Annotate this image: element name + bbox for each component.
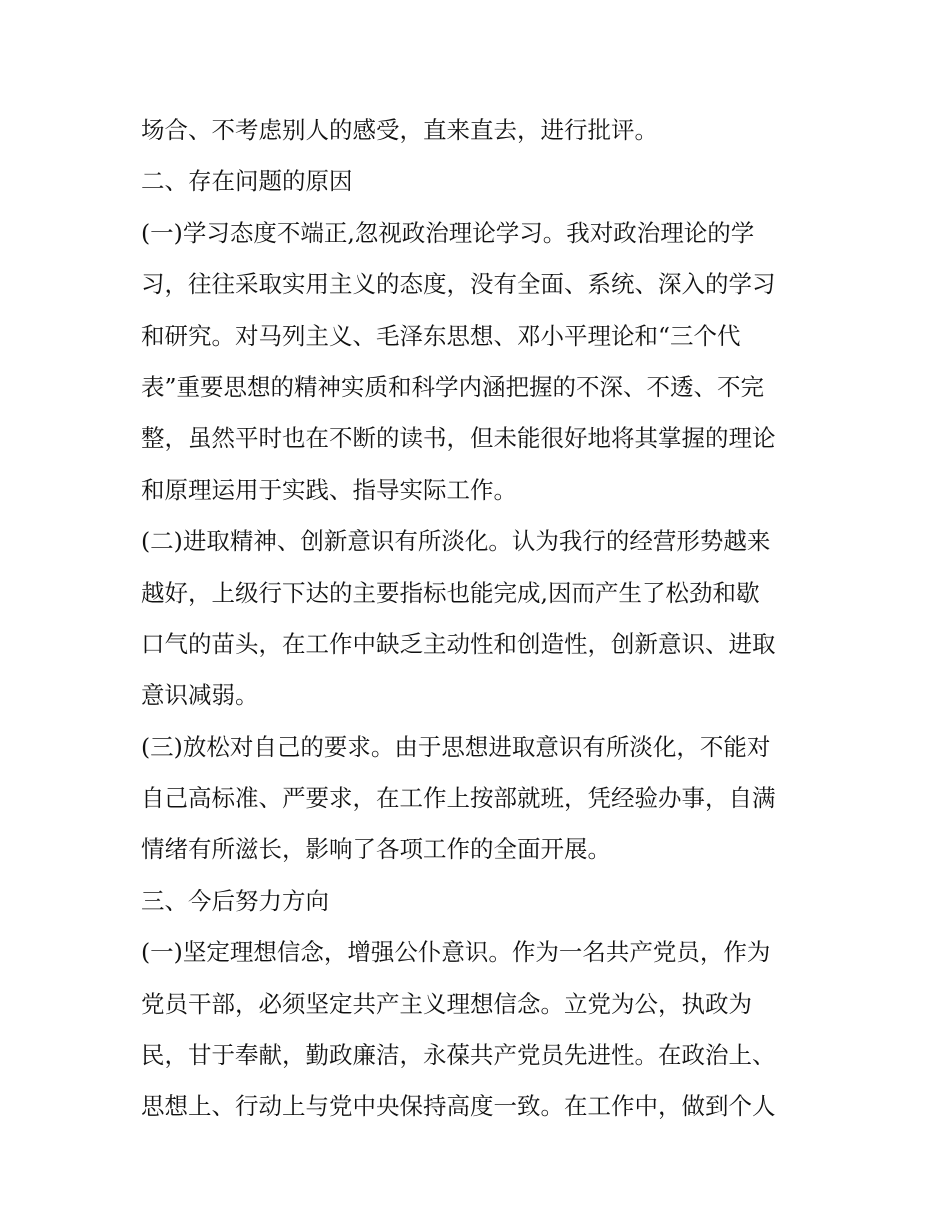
text-line: 党员干部，必须坚定共产主义理想信念。立党为公，执政为	[141, 989, 752, 1018]
text-line: (二)进取精神、创新意识有所淡化。认为我行的经营形势越来	[141, 527, 771, 556]
text-line: 整，虽然平时也在不断的读书，但未能很好地将其掌握的理论	[141, 424, 776, 453]
section-heading: 二、存在问题的原因	[141, 167, 353, 196]
text-line: 民，甘于奉献，勤政廉洁，永葆共产党员先进性。在政治上、	[141, 1041, 776, 1070]
text-line: 意识减弱。	[141, 681, 259, 710]
text-line: (一)学习态度不端正,忽视政治理论学习。我对政治理论的学	[141, 218, 755, 247]
text-line: 习，往往采取实用主义的态度，没有全面、系统、深入的学习	[141, 270, 776, 299]
text-line: 越好，上级行下达的主要指标也能完成,因而产生了松劲和歇	[141, 578, 760, 607]
text-line: 思想上、行动上与党中央保持高度一致。在工作中，做到个人	[141, 1092, 776, 1121]
text-line: (三)放松对自己的要求。由于思想进取意识有所淡化，不能对	[141, 732, 771, 761]
text-line: 情绪有所滋长，影响了各项工作的全面开展。	[141, 835, 611, 864]
section-heading: 三、今后努力方向	[141, 886, 329, 915]
text-line: 表”重要思想的精神实质和科学内涵把握的不深、不透、不完	[141, 372, 765, 401]
text-line: 口气的苗头，在工作中缺乏主动性和创造性，创新意识、进取	[141, 629, 776, 658]
text-line: 场合、不考虑别人的感受，直来直去，进行批评。	[141, 116, 658, 144]
text-line: 自己高标准、严要求，在工作上按部就班，凭经验办事，自满	[141, 784, 776, 813]
text-line: 和研究。对马列主义、毛泽东思想、邓小平理论和“三个代	[141, 321, 741, 350]
text-line: (一)坚定理想信念，增强公仆意识。作为一名共产党员，作为	[141, 938, 771, 967]
text-line: 和原理运用于实践、指导实际工作。	[141, 475, 517, 504]
document-body	[141, 105, 821, 1133]
